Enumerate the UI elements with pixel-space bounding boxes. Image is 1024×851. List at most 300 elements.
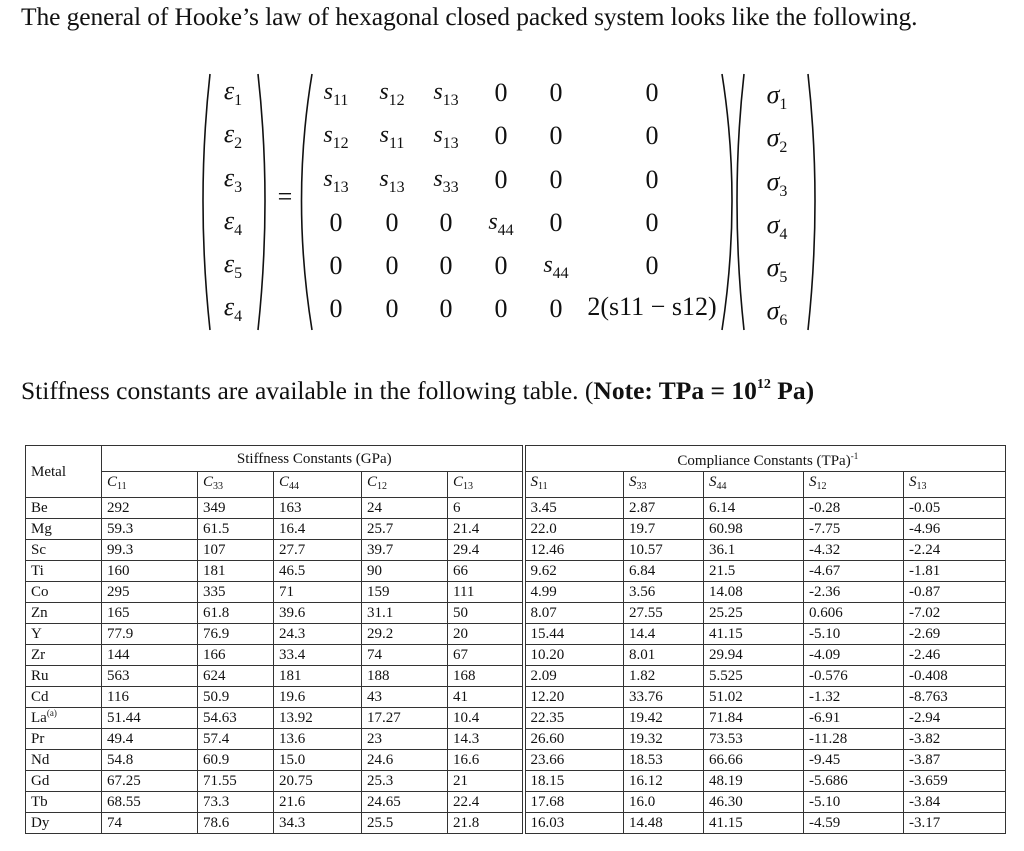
table-row [26,582,1006,603]
compliance-value-cell: 15.44 [524,624,624,645]
matrix-entry-symbol: 0 [645,208,659,237]
compliance-value-cell: 4.99 [524,582,624,603]
metal-cell [26,750,102,771]
matrix-entry-symbol: s [323,79,333,105]
stiffness-value-cell: 166 [198,645,274,666]
compliance-value-cell: 60.98 [704,519,804,540]
stiffness-value-cell: 39.6 [274,603,362,624]
matrix-entry-subscript: 12 [388,92,405,109]
note-paragraph [21,376,814,406]
table-row [26,519,1006,540]
compliance-value-cell: 66.66 [704,750,804,771]
stiffness-value-cell: 111 [448,582,524,603]
matrix-entry-subscript: 33 [442,179,459,196]
metal-name: Y [31,626,42,642]
column-header-subscript: 33 [213,481,224,492]
table-row [26,540,1006,561]
stiffness-value-cell: 50 [448,603,524,624]
metal-name: Mg [31,521,52,537]
metal-cell [26,561,102,582]
matrix-entry-symbol: s [323,122,333,148]
matrix-entry [433,78,459,109]
stiffness-value-cell: 335 [198,582,274,603]
stiffness-value-cell: 67 [448,645,524,666]
matrix-entry-subscript: 13 [442,135,459,152]
matrix-entry [330,253,343,279]
stiffness-value-cell: 17.27 [362,708,448,729]
matrix-entry-subscript: 12 [332,135,349,152]
stiffness-value-cell: 13.92 [274,708,362,729]
matrix-entry [495,296,508,322]
metal-cell [26,603,102,624]
table-row [26,729,1006,750]
compliance-value-cell: 2.09 [524,666,624,687]
matrix-entry-symbol: 0 [494,251,508,280]
strain-component-symbol: ε [223,292,235,321]
compliance-value-cell: 27.55 [624,603,704,624]
stiffness-value-cell: 99.3 [102,540,198,561]
column-header-symbol: C [279,474,290,490]
compliance-value-cell: 73.53 [704,729,804,750]
matrix-entry [543,251,569,282]
matrix-entry [386,253,399,279]
stiffness-value-cell: 78.6 [198,813,274,834]
strain-right-paren [258,74,265,330]
stiffness-value-cell: 22.4 [448,792,524,813]
stress-component-subscript: 6 [779,312,788,329]
matrix-entry-symbol: s [379,122,389,148]
compliance-value-cell: 3.45 [524,498,624,519]
strain-component-subscript: 2 [234,135,243,152]
stiffness-value-cell: 24.3 [274,624,362,645]
compliance-value-cell: -4.67 [804,561,904,582]
matrix-entry-subscript: 11 [332,92,349,109]
metal-name: Nd [31,752,50,768]
stiffness-value-cell: 624 [198,666,274,687]
compliance-value-cell: 51.02 [704,687,804,708]
compliance-group-exponent: -1 [850,451,859,461]
strain-component-symbol: ε [223,206,235,235]
compliance-value-cell: 26.60 [524,729,624,750]
metal-cell [26,771,102,792]
matrix-entry-symbol: 0 [439,294,453,323]
strain-component-symbol: ε [223,119,235,148]
stiffness-value-cell: 71 [274,582,362,603]
metal-cell [26,645,102,666]
stiffness-value-cell: 27.7 [274,540,362,561]
stress-left-paren [737,74,744,330]
stiffness-value-cell: 29.2 [362,624,448,645]
matrix-entry-shear-term: 2(s11 − s12) [587,292,717,321]
matrix-entry [379,121,405,152]
stiffness-value-cell: 349 [198,498,274,519]
matrix-entry [550,123,563,149]
compliance-value-cell: 10.57 [624,540,704,561]
strain-left-paren [203,74,210,330]
compliance-column-header [704,472,804,498]
stiffness-value-cell: 54.8 [102,750,198,771]
stiffness-value-cell: 181 [274,666,362,687]
column-header-subscript: 11 [117,481,127,492]
stress-component-symbol: σ [766,210,780,239]
stiffness-value-cell: 29.4 [448,540,524,561]
metal-cell [26,519,102,540]
matrix-entry-symbol: 0 [385,294,399,323]
stiffness-value-cell: 116 [102,687,198,708]
stiffness-value-cell: 23 [362,729,448,750]
matrix-left-paren-outer [302,74,313,330]
stiffness-value-cell: 77.9 [102,624,198,645]
metal-name: La [31,710,47,726]
stiffness-value-cell: 51.44 [102,708,198,729]
matrix-entry-subscript: 13 [388,179,405,196]
stress-component-symbol: σ [766,123,780,152]
strain-component-subscript: 4 [234,222,243,239]
stiffness-value-cell: 25.5 [362,813,448,834]
column-header-symbol: S [909,474,917,490]
metal-name: Ti [31,563,44,579]
metal-cell [26,624,102,645]
stiffness-value-cell: 107 [198,540,274,561]
stiffness-value-cell: 73.3 [198,792,274,813]
matrix-entry [646,80,659,106]
compliance-value-cell: -7.75 [804,519,904,540]
matrix-entry-symbol: 0 [329,251,343,280]
table-group-header-row [26,446,1006,472]
matrix-entry [495,123,508,149]
matrix-entry-subscript: 13 [332,179,349,196]
stiffness-value-cell: 24.6 [362,750,448,771]
compliance-value-cell: -8.763 [904,687,1006,708]
metal-cell [26,666,102,687]
matrix-entry-symbol: 0 [494,165,508,194]
stiffness-value-cell: 59.3 [102,519,198,540]
compliance-value-cell: -5.10 [804,792,904,813]
compliance-value-cell: 18.53 [624,750,704,771]
column-header-subscript: 12 [816,481,827,492]
matrix-entry [646,210,659,236]
stiffness-value-cell: 15.0 [274,750,362,771]
stiffness-value-cell: 16.4 [274,519,362,540]
strain-component-symbol: ε [223,163,235,192]
compliance-value-cell: 6.14 [704,498,804,519]
matrix-entry [330,210,343,236]
column-header-symbol: C [203,474,214,490]
compliance-value-cell: -2.69 [904,624,1006,645]
stiffness-value-cell: 21 [448,771,524,792]
compliance-value-cell: 19.42 [624,708,704,729]
stiffness-value-cell: 90 [362,561,448,582]
compliance-value-cell: -4.59 [804,813,904,834]
metal-name: Ru [31,668,49,684]
metal-name: Zn [31,605,48,621]
metal-cell [26,729,102,750]
matrix-entry [646,253,659,279]
metal-cell [26,582,102,603]
stress-component-subscript: 4 [779,226,788,243]
metal-name: Tb [31,794,48,810]
metal-name: Dy [31,815,50,831]
stiffness-value-cell: 21.8 [448,813,524,834]
compliance-value-cell: -2.46 [904,645,1006,666]
compliance-value-cell: 8.01 [624,645,704,666]
stiffness-value-cell: 34.3 [274,813,362,834]
compliance-value-cell: 14.48 [624,813,704,834]
matrix-entry-symbol: s [488,209,498,235]
strain-component [223,292,243,325]
compliance-value-cell: -0.576 [804,666,904,687]
compliance-value-cell: -5.686 [804,771,904,792]
table-row [26,750,1006,771]
table-row [26,792,1006,813]
stiffness-group-header [102,446,524,472]
matrix-entry [433,165,459,196]
stress-component-subscript: 3 [779,183,788,200]
stiffness-value-cell: 31.1 [362,603,448,624]
column-header-subscript: 33 [636,481,647,492]
matrix-entry-symbol: 0 [549,78,563,107]
compliance-value-cell: -2.24 [904,540,1006,561]
stiffness-value-cell: 25.3 [362,771,448,792]
strain-component-subscript: 1 [234,92,243,109]
stress-component-symbol: σ [766,167,780,196]
matrix-entry [440,253,453,279]
stiffness-column-header [448,472,524,498]
stiffness-value-cell: 16.6 [448,750,524,771]
stiffness-value-cell: 20.75 [274,771,362,792]
stiffness-group-label: Stiffness Constants (GPa) [236,450,392,467]
table-row [26,561,1006,582]
compliance-value-cell: -3.659 [904,771,1006,792]
compliance-value-cell: -0.87 [904,582,1006,603]
strain-component-symbol: ε [223,249,235,278]
compliance-value-cell: -0.05 [904,498,1006,519]
column-header-symbol: S [629,474,637,490]
stiffness-value-cell: 50.9 [198,687,274,708]
stress-right-paren [808,74,815,330]
matrix-entry-symbol: 0 [645,165,659,194]
compliance-value-cell: 9.62 [524,561,624,582]
stress-component [766,123,788,156]
matrix-entry [379,165,405,196]
matrix-entry-symbol: 0 [645,121,659,150]
matrix-entry [440,296,453,322]
stiffness-value-cell: 165 [102,603,198,624]
compliance-value-cell: 8.07 [524,603,624,624]
stress-component-subscript: 5 [779,269,788,286]
compliance-value-cell: -3.82 [904,729,1006,750]
compliance-value-cell: 36.1 [704,540,804,561]
matrix-entry-symbol: s [323,166,333,192]
metal-column-header: Metal [26,446,102,498]
compliance-value-cell: 14.08 [704,582,804,603]
stiffness-value-cell: 74 [102,813,198,834]
compliance-value-cell: -0.28 [804,498,904,519]
stiffness-value-cell: 21.4 [448,519,524,540]
compliance-column-header [804,472,904,498]
intro-paragraph: The general of Hooke’s law of hexagonal closed packed system looks like the following. [21,2,918,31]
compliance-value-cell: 16.0 [624,792,704,813]
matrix-entry-symbol: 0 [645,251,659,280]
compliance-value-cell: -4.32 [804,540,904,561]
compliance-value-cell: 3.56 [624,582,704,603]
stiffness-value-cell: 67.25 [102,771,198,792]
stress-component-symbol: σ [766,80,780,109]
matrix-entry [495,167,508,193]
constants-table [25,445,1006,834]
stiffness-value-cell: 39.7 [362,540,448,561]
metal-name: Cd [31,689,49,705]
compliance-value-cell: -11.28 [804,729,904,750]
matrix-entry-symbol: s [433,166,443,192]
stiffness-value-cell: 21.6 [274,792,362,813]
metal-name: Gd [31,773,50,789]
stiffness-value-cell: 20 [448,624,524,645]
compliance-value-cell: 19.7 [624,519,704,540]
stiffness-value-cell: 74 [362,645,448,666]
table-row [26,708,1006,729]
matrix-entry-symbol: 0 [494,294,508,323]
metal-name: Co [31,584,49,600]
equation-brackets [0,0,1024,360]
compliance-value-cell: -1.32 [804,687,904,708]
column-header-subscript: 13 [916,481,927,492]
equals-sign: = [277,182,293,211]
matrix-entry [550,210,563,236]
stress-component-symbol: σ [766,296,780,325]
matrix-entry-symbol: 0 [494,121,508,150]
stiffness-column-header [198,472,274,498]
stiffness-value-cell: 24 [362,498,448,519]
stiffness-value-cell: 41 [448,687,524,708]
compliance-value-cell: -3.87 [904,750,1006,771]
stiffness-value-cell: 71.55 [198,771,274,792]
stiffness-value-cell: 188 [362,666,448,687]
stiffness-value-cell: 563 [102,666,198,687]
matrix-entry-symbol: 0 [645,78,659,107]
compliance-value-cell: -3.17 [904,813,1006,834]
compliance-value-cell: 12.20 [524,687,624,708]
metal-name: Pr [31,731,45,747]
stiffness-value-cell: 60.9 [198,750,274,771]
column-header-subscript: 44 [289,481,300,492]
metal-cell [26,687,102,708]
stiffness-value-cell: 33.4 [274,645,362,666]
column-header-symbol: S [709,474,717,490]
stress-component [766,210,788,243]
compliance-value-cell: 29.94 [704,645,804,666]
metal-cell [26,540,102,561]
matrix-entry [379,78,405,109]
column-header-symbol: C [107,474,118,490]
compliance-value-cell: 18.15 [524,771,624,792]
stiffness-value-cell: 25.7 [362,519,448,540]
column-header-subscript: 12 [377,481,388,492]
compliance-value-cell: 33.76 [624,687,704,708]
note-bold-exponent: 12 [756,377,771,392]
matrix-entry-symbol: s [379,79,389,105]
compliance-value-cell: 6.84 [624,561,704,582]
stiffness-value-cell: 295 [102,582,198,603]
stress-component-symbol: σ [766,253,780,282]
strain-component-subscript: 4 [234,308,243,325]
compliance-value-cell: 16.03 [524,813,624,834]
matrix-entry [550,80,563,106]
compliance-value-cell: 14.4 [624,624,704,645]
compliance-value-cell: 71.84 [704,708,804,729]
compliance-value-cell: -2.36 [804,582,904,603]
stiffness-value-cell: 66 [448,561,524,582]
matrix-entry-symbol: 0 [549,208,563,237]
stiffness-column-header [274,472,362,498]
compliance-value-cell: -4.09 [804,645,904,666]
note-text: Stiffness constants are available in the following table. ( [21,376,594,405]
compliance-value-cell: 12.46 [524,540,624,561]
compliance-value-cell: -4.96 [904,519,1006,540]
stress-component [766,296,788,329]
matrix-entry [323,78,349,109]
strain-component [223,76,243,109]
compliance-value-cell: -6.91 [804,708,904,729]
stiffness-value-cell: 168 [448,666,524,687]
strain-component [223,206,243,239]
compliance-value-cell: 17.68 [524,792,624,813]
matrix-entry [330,296,343,322]
compliance-value-cell: -0.408 [904,666,1006,687]
matrix-entry [386,210,399,236]
compliance-value-cell: 25.25 [704,603,804,624]
metal-cell [26,708,102,729]
stiffness-value-cell: 19.6 [274,687,362,708]
table-row [26,645,1006,666]
matrix-entry [323,165,349,196]
metal-cell [26,498,102,519]
compliance-value-cell: 48.19 [704,771,804,792]
compliance-value-cell: -7.02 [904,603,1006,624]
column-header-subscript: 11 [538,481,548,492]
matrix-right-paren [722,74,732,330]
stiffness-value-cell: 160 [102,561,198,582]
matrix-entry-symbol: 0 [329,294,343,323]
strain-component [223,119,243,152]
stiffness-value-cell: 49.4 [102,729,198,750]
stiffness-value-cell: 61.5 [198,519,274,540]
stiffness-value-cell: 14.3 [448,729,524,750]
compliance-value-cell: 22.35 [524,708,624,729]
stiffness-value-cell: 24.65 [362,792,448,813]
column-header-subscript: 13 [463,481,474,492]
column-header-subscript: 44 [716,481,727,492]
table-row [26,771,1006,792]
metal-cell [26,813,102,834]
metal-footnote-marker: (a) [46,708,57,718]
note-bold [593,376,814,405]
matrix-entry [646,123,659,149]
compliance-column-header [624,472,704,498]
stiffness-value-cell: 181 [198,561,274,582]
matrix-entry-symbol: 0 [494,78,508,107]
column-header-symbol: S [809,474,817,490]
compliance-value-cell: 16.12 [624,771,704,792]
note-bold-suffix: Pa) [770,376,815,405]
stiffness-value-cell: 68.55 [102,792,198,813]
stiffness-value-cell: 46.5 [274,561,362,582]
matrix-entry [386,296,399,322]
matrix-entry-symbol: 0 [549,165,563,194]
table-row [26,666,1006,687]
column-header-symbol: S [530,474,539,490]
matrix-entry-subscript: 13 [442,92,459,109]
